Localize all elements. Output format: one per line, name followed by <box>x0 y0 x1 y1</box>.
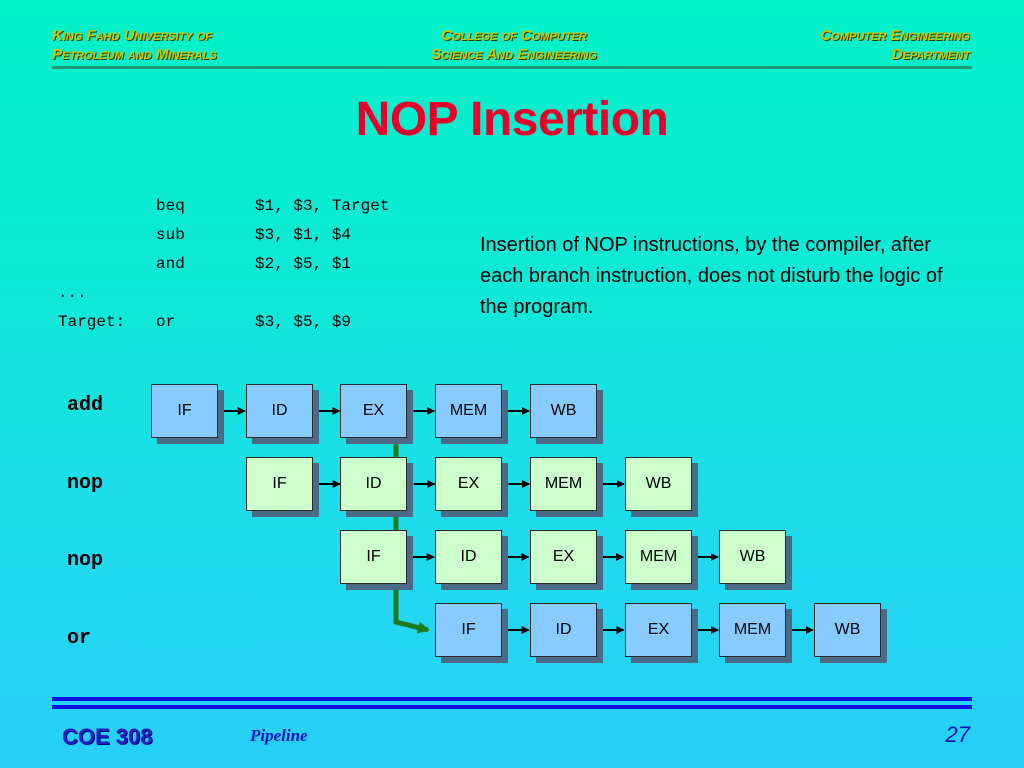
stage-box: MEM <box>435 384 502 438</box>
slide-title: NOP Insertion <box>355 93 669 146</box>
stage-box: IF <box>151 384 218 438</box>
row-label-nop: nop <box>67 472 104 495</box>
slide-topic: Pipeline <box>250 726 308 745</box>
stage-box: IF <box>340 530 407 584</box>
header-department <box>820 26 970 64</box>
header-university-line1: King Fahd University of <box>52 27 213 44</box>
page-number: 27 <box>945 722 970 747</box>
stage-box: IF <box>246 457 313 511</box>
stage-box: MEM <box>625 530 692 584</box>
header-college-line1: College of Computer <box>441 27 587 44</box>
code-opcode: sub <box>156 226 185 244</box>
code-operands: $3, $1, $4 <box>255 226 352 244</box>
code-opcode: or <box>156 313 176 331</box>
code-operands: $1, $3, Target <box>255 197 390 215</box>
footer-divider <box>52 697 972 701</box>
stage-box: WB <box>530 384 597 438</box>
description-text: Insertion of NOP instructions, by the compiler, after each branch instruction, does not disturb the logic of the program. <box>480 234 943 318</box>
stage-box: ID <box>435 530 502 584</box>
row-label-add: add <box>67 394 104 417</box>
row-label-nop: nop <box>67 549 104 572</box>
header-department-line1: Computer Engineering <box>820 27 970 44</box>
code-label: Target: <box>58 313 126 331</box>
footer-divider <box>52 705 972 709</box>
code-opcode: beq <box>156 197 185 215</box>
forwarding-arrow <box>396 414 428 630</box>
stage-box: MEM <box>719 603 786 657</box>
stage-box: EX <box>435 457 502 511</box>
stage-box: ID <box>530 603 597 657</box>
course-code: COE 308 <box>62 724 153 749</box>
row-label-or: or <box>67 627 92 650</box>
stage-box: ID <box>340 457 407 511</box>
stage-box: ID <box>246 384 313 438</box>
header-university <box>52 26 217 64</box>
code-label: ... <box>58 284 87 302</box>
header-college-line2: Science And Engineering <box>431 46 597 63</box>
header-department-line2: Department <box>891 46 970 63</box>
code-operands: $2, $5, $1 <box>255 255 352 273</box>
stage-box: WB <box>625 457 692 511</box>
stage-box: IF <box>435 603 502 657</box>
header-university-line2: Petroleum and Minerals <box>52 46 217 63</box>
stage-box: EX <box>530 530 597 584</box>
stage-box: WB <box>719 530 786 584</box>
header-college <box>392 26 636 64</box>
stage-box: EX <box>625 603 692 657</box>
stage-box: WB <box>814 603 881 657</box>
code-opcode: and <box>156 255 185 273</box>
stage-box: MEM <box>530 457 597 511</box>
header-divider <box>52 66 972 69</box>
code-operands: $3, $5, $9 <box>255 313 352 331</box>
stage-box: EX <box>340 384 407 438</box>
